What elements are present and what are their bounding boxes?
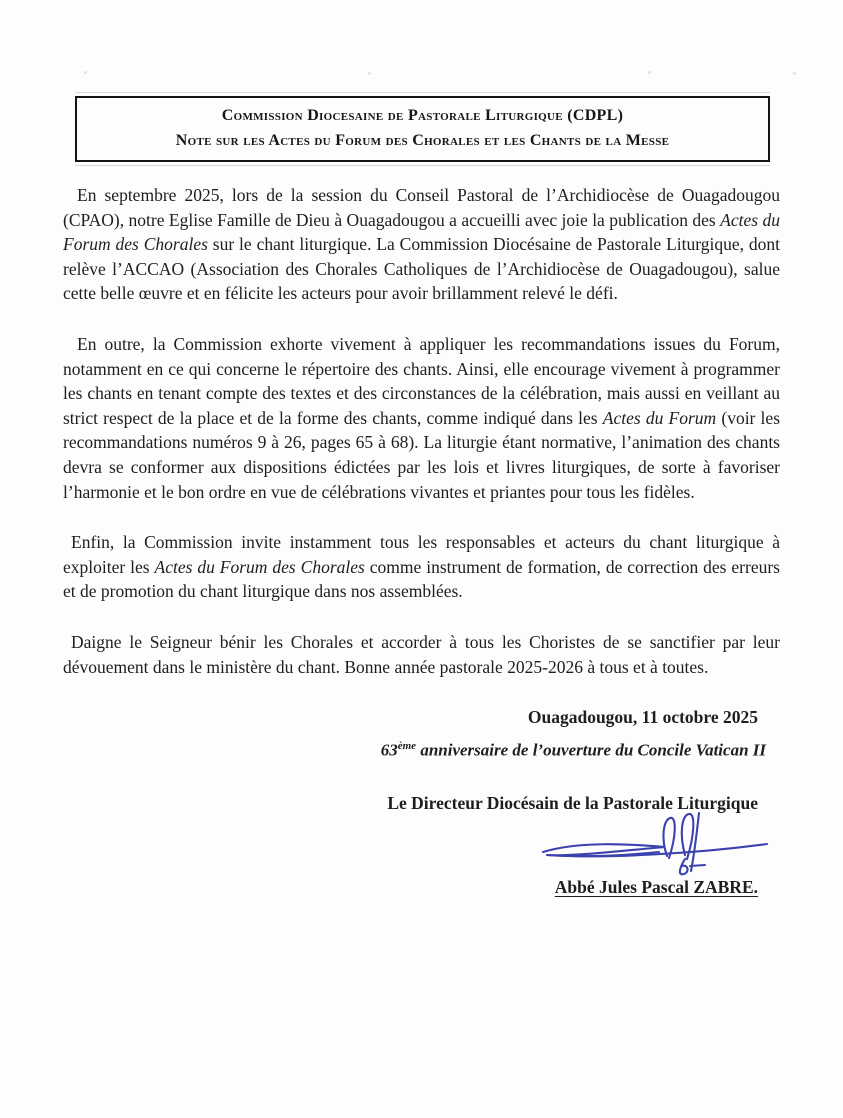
anniversary-line [63, 734, 766, 763]
signature-handwriting [539, 811, 774, 883]
scan-speck [648, 71, 651, 74]
paragraph-2-text-cont: (voir les recommandations numéros 9 à 26, pages 65 à 68). La liturgie étant normative, l’animation des chants devra se conformer aux dispositions édictées par les lois et livres liturgiques, de sorte à favoriser l’harmonie et le bon ordre en vue de célébrations vivantes et priantes pour tous les fidèles. [63, 407, 781, 502]
paragraph-invitation [63, 530, 780, 604]
dateline: Ouagadougou, 11 octobre 2025 [527, 707, 758, 728]
anniversary-number: 63 [380, 740, 398, 760]
scan-speck [368, 72, 371, 75]
paragraph-1-text: En septembre 2025, lors de la session du Conseil Pastoral de l’Archidiocèse de Ouagadougou (CPAO), notre Eglise Famille de Dieu à Ouagadougou a accueilli avec joie la publication des [63, 185, 780, 230]
anniversary-ordinal-suffix: ème [397, 740, 417, 753]
header-title-line1: Commission Diocesaine de Pastorale Liturgique (CDPL) [221, 107, 624, 124]
paragraph-recommendations [63, 332, 780, 504]
italic-title-actes-forum: Actes du Forum [602, 407, 717, 428]
paragraph-3-text: Enfin, la Commission invite instamment tous les responsables et acteurs du chant liturgique à exploiter les [63, 532, 780, 577]
paragraph-2-text: En outre, la Commission exhorte vivement à appliquer les recommandations issues du Forum, notamment en ce qui concerne le répertoire des chants. Ainsi, elle encourage vivement à programmer les chants en tenant compte des textes et des circonstances de la célébration, mais aussi en veillant au strict respect de la place et de la forme des chants, comme indiqué dans les [63, 333, 780, 428]
italic-title-actes-forum-chorales: Actes du Forum des Chorales [63, 209, 780, 255]
scan-speck [793, 72, 796, 75]
signature-area [63, 809, 758, 879]
header-box-outer [75, 92, 770, 166]
italic-title-actes-forum-chorales-2: Actes du Forum des Chorales [154, 556, 365, 577]
scan-speck [84, 71, 87, 74]
paragraph-introduction [63, 183, 780, 306]
signatory-name: Abbé Jules Pascal ZABRE. [554, 876, 758, 897]
header-title-line2: Note sur les Actes du Forum des Chorales et les Chants de la Messe [175, 132, 670, 149]
document-header-box [75, 96, 770, 162]
paragraph-1-text-cont: sur le chant liturgique. La Commission Diocésaine de Pastorale Liturgique, dont relève l’ACCAO (Association des Chorales Catholiques de l’Archidiocèse de Ouagadougou), salue cette belle œuvre et en félicite les acteurs pour avoir brillamment relevé le défi. [63, 234, 780, 304]
letter-body [63, 183, 780, 679]
paragraph-3-text-cont: comme instrument de formation, de correction des erreurs et de promotion du chant liturgique dans nos assemblées. [63, 556, 780, 602]
anniversary-text: anniversaire de l’ouverture du Concile Vatican II [416, 740, 766, 760]
paragraph-blessing: Daigne le Seigneur bénir les Chorales et accorder à tous les Choristes de se sanctifier par leur dévouement dans le ministère du chant. Bonne année pastorale 2025-2026 à tous et à toutes. [63, 631, 780, 677]
director-title: Le Directeur Diocésain de la Pastorale Liturgique [387, 792, 758, 813]
closing-block [63, 705, 780, 898]
